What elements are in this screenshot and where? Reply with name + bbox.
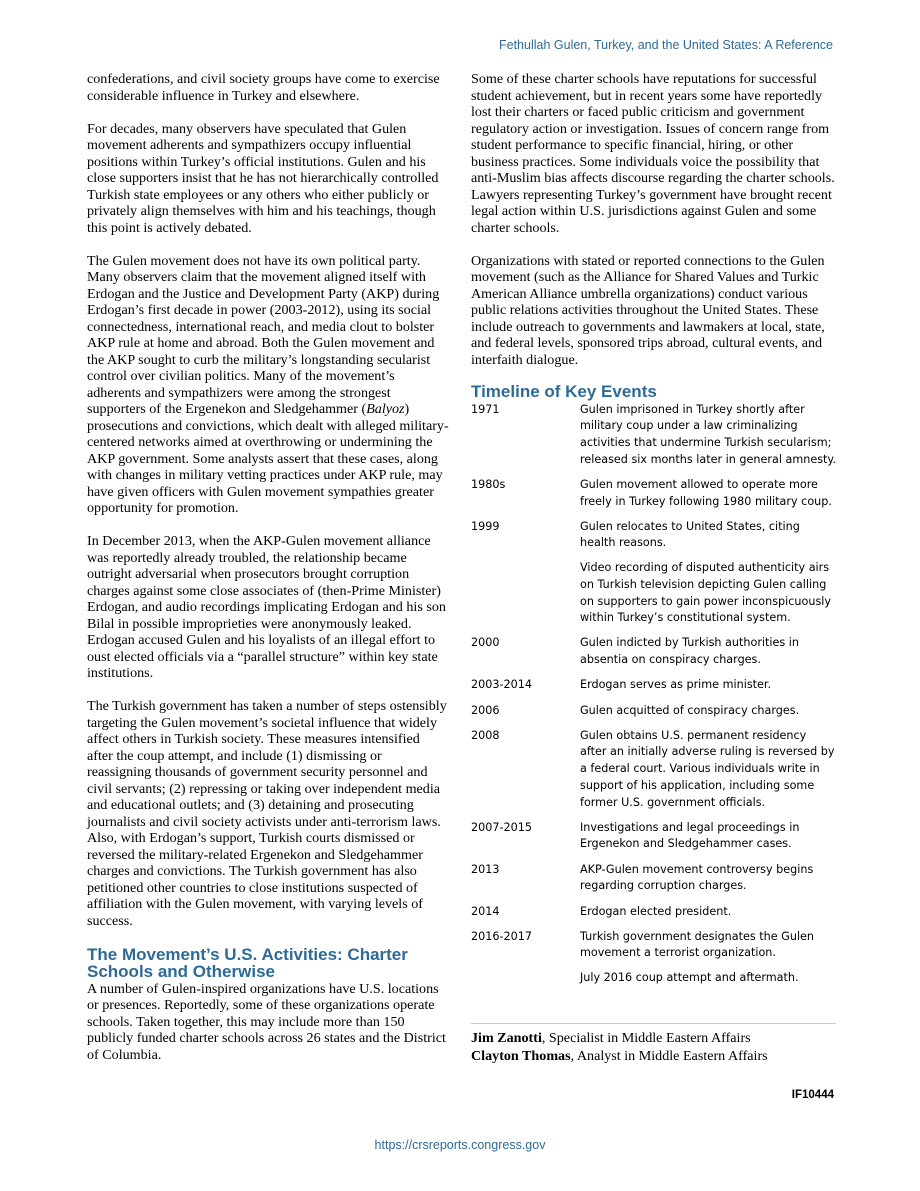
author-role: , Analyst in Middle Eastern Affairs bbox=[570, 1047, 768, 1064]
paragraph-text: The Gulen movement does not have its own political party. Many observers claim that the movement aligned itself with Erdogan and the Justice and Development Party (AKP) during Erdogan’s first decade in power (2003-2012), using its social connectedness, international reach, and media clout to bolster AKP rule at home and abroad. Both the Gulen movement and the AKP sought to curb the military’s longstanding secularist control over civilian politics. Many of the movement’s adherents and sympathizers were among the strongest supporters of the Ergenekon and Sledgehammer ( bbox=[87, 252, 440, 417]
timeline-event: Gulen relocates to United States, citing health reasons. bbox=[580, 519, 800, 550]
timeline-event: Erdogan elected president. bbox=[580, 904, 732, 918]
timeline-year: 1980s bbox=[471, 477, 506, 491]
timeline-event: Turkish government designates the Gulen movement a terrorist organization. bbox=[580, 929, 815, 960]
timeline-row bbox=[471, 728, 836, 820]
timeline-event: AKP-Gulen movement controversy begins regarding corruption charges. bbox=[580, 862, 814, 893]
left-column bbox=[87, 71, 449, 1080]
timeline-event: Gulen imprisoned in Turkey shortly after military coup under a law criminalizing activities that undermine Turkish secularism; released six months later in general amnesty. bbox=[580, 402, 837, 466]
timeline-year: 1971 bbox=[471, 402, 500, 416]
timeline-year: 2016-2017 bbox=[471, 929, 532, 943]
timeline-events bbox=[580, 820, 836, 862]
timeline-year: 2003-2014 bbox=[471, 678, 532, 692]
timeline-events bbox=[580, 402, 836, 477]
timeline-year: 2006 bbox=[471, 703, 500, 717]
author-line bbox=[471, 1048, 836, 1066]
author-name: Jim Zanotti bbox=[471, 1030, 542, 1047]
timeline-events bbox=[580, 862, 836, 904]
body-paragraph bbox=[87, 253, 449, 517]
timeline-row bbox=[471, 402, 836, 477]
paragraph-text: ) prosecutions and convictions, which dealt with alleged military-centered networks aimed at overthrowing or undermining the AKP government. Some analysts assert that these cases, along with changes in military vetting practices under AKP rule, may have given officers with Gulen movement sympathies greater opportunity for promotion. bbox=[87, 401, 449, 516]
timeline-event: Gulen indicted by Turkish authorities in absentia on conspiracy charges. bbox=[580, 636, 799, 667]
timeline-events bbox=[580, 703, 836, 728]
timeline-events bbox=[580, 728, 836, 820]
timeline-events bbox=[580, 904, 836, 929]
body-paragraph: The Turkish government has taken a number of steps ostensibly targeting the Gulen movement’s societal influence that widely affect others in Turkish society. These measures intensified after the coup attempt, and include (1) dismissing or reassigning thousands of government security personnel and civil servants; (2) repressing or taking over independent media and educational outlets; and (3) detaining and prosecuting journalists and civil society activists under anti-terrorism laws. Also, with Erdogan’s support, Turkish courts dismissed or reversed the military-related Ergenekon and Sledgehammer charges and convictions. The Turkish government has also petitioned other countries to close institutions suspected of affiliation with the Gulen movement, with varying levels of success. bbox=[87, 698, 447, 929]
timeline-row bbox=[471, 635, 836, 677]
running-header: Fethullah Gulen, Turkey, and the United States: A Reference bbox=[499, 38, 833, 52]
section-heading: The Movement’s U.S. Activities: Charter Schools and Otherwise bbox=[87, 944, 408, 981]
body-paragraph: confederations, and civil society groups have come to exercise considerable influence in Turkey and elsewhere. bbox=[87, 71, 440, 104]
author-line bbox=[471, 1030, 836, 1048]
timeline-event: Gulen obtains U.S. permanent residency after an initially adverse ruling is reversed by a federal court. Various individuals write in support of his application, including some former U.S. government officials. bbox=[580, 728, 835, 809]
body-paragraph: In December 2013, when the AKP-Gulen movement alliance was reportedly already troubled, the relationship became outright adversarial when prosecutors brought corruption charges against some close associates of (then-Prime Minister) Erdogan, and audio recordings implicating Erdogan and his son Bilal in possible improprieties were anonymously leaked. Erdogan accused Gulen and his loyalists of an illegal effort to oust elected officials via a “parallel structure” within key state institutions. bbox=[87, 533, 446, 681]
timeline-events bbox=[580, 929, 836, 996]
author-name: Clayton Thomas bbox=[471, 1047, 571, 1064]
timeline-row bbox=[471, 519, 836, 636]
timeline-events bbox=[580, 677, 836, 702]
timeline-heading: Timeline of Key Events bbox=[471, 381, 657, 401]
body-paragraph: For decades, many observers have speculated that Gulen movement adherents and sympathizers occupy influential positions within Turkey’s official institutions. Gulen and his close supporters insist that he has not hierarchically controlled Turkish state employees or any others who either publicly or privately align themselves with him and his teachings, though this point is actively debated. bbox=[87, 120, 439, 236]
italic-term: Balyoz bbox=[366, 401, 405, 417]
report-code: IF10444 bbox=[791, 1089, 834, 1101]
right-column bbox=[471, 71, 836, 1065]
timeline-year: 2014 bbox=[471, 904, 500, 918]
timeline-events bbox=[580, 635, 836, 677]
timeline-year: 2008 bbox=[471, 728, 500, 742]
timeline-row bbox=[471, 703, 836, 728]
timeline-table bbox=[471, 402, 836, 996]
timeline-year: 2007-2015 bbox=[471, 820, 532, 834]
body-paragraph: Some of these charter schools have reputations for successful student achievement, but in recent years some have reportedly lost their charters or faced public criticism and government regulatory action or investigation. Issues of concern range from student performance to specific financial, hiring, or other business practices. Some individuals voice the possibility that anti-Muslim bias affects discourse regarding the charter schools. Lawyers representing Turkey’s government have brought recent legal action within U.S. jurisdictions against Gulen and some charter schools. bbox=[471, 71, 835, 236]
timeline-event: Investigations and legal proceedings in Ergenekon and Sledgehammer cases. bbox=[580, 820, 800, 851]
timeline-event: July 2016 coup attempt and aftermath. bbox=[580, 971, 799, 985]
timeline-year: 2000 bbox=[471, 636, 500, 650]
timeline-row bbox=[471, 820, 836, 862]
author-block bbox=[471, 1030, 836, 1065]
timeline-row bbox=[471, 677, 836, 702]
timeline-year: 2013 bbox=[471, 862, 500, 876]
timeline-row bbox=[471, 904, 836, 929]
body-paragraph: A number of Gulen-inspired organizations have U.S. locations or presences. Reportedly, some of these organizations operate schools. Taken together, this may include more than 150 publicly funded charter schools across 26 states and the District of Columbia. bbox=[87, 980, 446, 1063]
timeline-row bbox=[471, 477, 836, 519]
timeline-event: Gulen acquitted of conspiracy charges. bbox=[580, 703, 800, 717]
timeline-row bbox=[471, 862, 836, 904]
timeline-year: 1999 bbox=[471, 519, 500, 533]
footer-link[interactable]: https://crsreports.congress.gov bbox=[374, 1138, 546, 1152]
body-paragraph: Organizations with stated or reported connections to the Gulen movement (such as the Alliance for Shared Values and Turkic American Alliance umbrella organizations) conduct various public relations activities throughout the United States. These include outreach to governments and lawmakers at local, state, and federal levels, sponsored trips abroad, cultural events, and interfaith dialogue. bbox=[471, 252, 825, 368]
timeline-events bbox=[580, 519, 836, 636]
timeline-row bbox=[471, 929, 836, 996]
timeline-event: Erdogan serves as prime minister. bbox=[580, 678, 772, 692]
timeline-events bbox=[580, 477, 836, 519]
author-role: , Specialist in Middle Eastern Affairs bbox=[541, 1030, 751, 1047]
timeline-event: Gulen movement allowed to operate more freely in Turkey following 1980 military coup. bbox=[580, 477, 832, 508]
divider bbox=[471, 1023, 836, 1024]
timeline-event: Video recording of disputed authenticity airs on Turkish television depicting Gulen calling on supporters to gain power inconspicuously within Turkey’s constitutional system. bbox=[580, 561, 832, 625]
